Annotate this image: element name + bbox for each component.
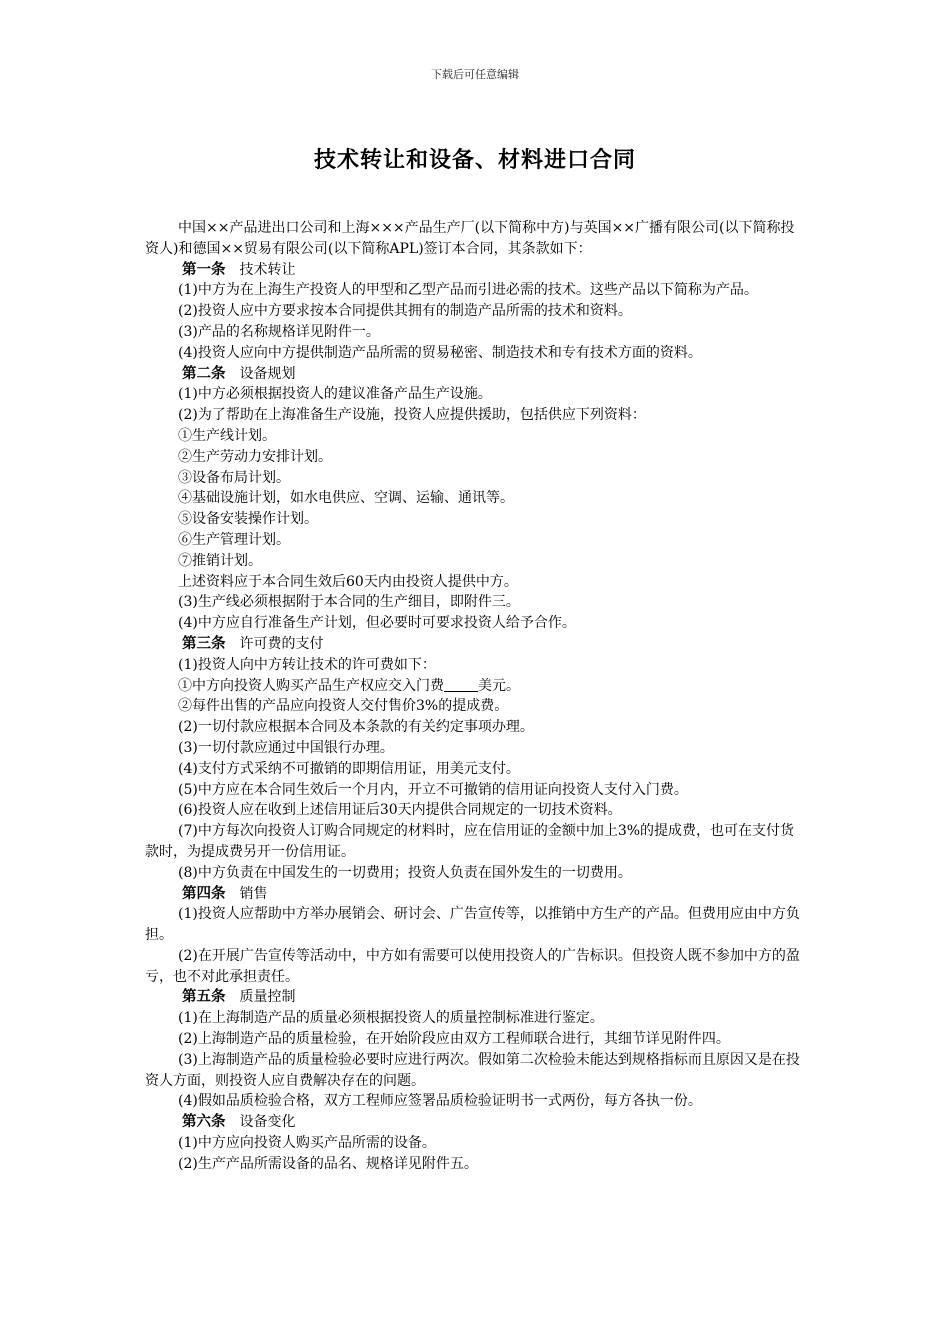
article-number: 第五条 <box>182 989 226 1006</box>
article-number: 第四条 <box>182 885 226 902</box>
article-heading <box>145 987 805 1008</box>
list-item: ②生产劳动力安排计划。 <box>178 448 332 465</box>
intro-paragraph: 中国××产品进出口公司和上海×××产品生产厂(以下简称中方)与英国××广播有限公司(以下简称投资人)和德国××贸易有限公司(以下简称APL)签订本合同，其条款如下： <box>145 220 795 257</box>
clause-paragraph: (8)中方负责在中国发生的一切费用；投资人负责在国外发生的一切费用。 <box>178 864 632 881</box>
article-title: 技术转让 <box>239 261 296 278</box>
list-item-text: ①中方向投资人购买产品生产权应交入门费 <box>178 677 444 694</box>
article-number: 第二条 <box>182 365 226 382</box>
clause-paragraph: (3)上海制造产品的质量检验必要时应进行两次。假如第二次检验未能达到规格指标而且原因又是在投资人方面，则投资人应自费解决存在的问题。 <box>145 1051 800 1089</box>
clause-paragraph: (1)中方应向投资人购买产品所需的设备。 <box>178 1135 436 1152</box>
list-item: 上述资料应于本合同生效后60天内由投资人提供中方。 <box>178 573 518 590</box>
document-body <box>145 218 805 1175</box>
clause-paragraph: (2)在开展广告宣传等活动中，中方如有需要可以使用投资人的广告标识。但投资人既不参加中方的盈亏，也不对此承担责任。 <box>145 947 800 985</box>
clause-paragraph: (4)假如品质检验合格，双方工程师应签署品质检验证明书一式两份，每方各执一份。 <box>178 1093 702 1110</box>
article-title: 设备变化 <box>239 1114 296 1131</box>
list-item: ⑥生产管理计划。 <box>178 531 290 548</box>
list-item: ①生产线计划。 <box>178 427 276 444</box>
clause-paragraph: (7)中方每次向投资人订购合同规定的材料时，应在信用证的金额中加上3%的提成费，也可在支付货款时，为提成费另开一份信用证。 <box>145 823 795 860</box>
page-header-note: 下载后可任意编辑 <box>431 68 519 81</box>
clause-paragraph: (1)投资人应帮助中方举办展销会、研讨会、广告宣传等，以推销中方生产的产品。但费用应由中方负担。 <box>145 906 800 944</box>
clause-paragraph: (3)一切付款应通过中国银行办理。 <box>178 739 394 756</box>
list-item: ⑤设备安装操作计划。 <box>178 511 318 528</box>
document-title: 技术转让和设备、材料进口合同 <box>313 148 636 173</box>
list-item: ②每件出售的产品应向投资人交付售价3%的提成费。 <box>178 698 509 715</box>
clause-paragraph: (3)产品的名称规格详见附件一。 <box>178 323 380 340</box>
article-title: 设备规划 <box>239 365 296 382</box>
clause-paragraph: (1)中方为在上海生产投资人的甲型和乙型产品而引进必需的技术。这些产品以下简称为产品。 <box>178 282 758 299</box>
article-heading <box>145 634 805 655</box>
article-heading <box>145 884 805 905</box>
list-item: ④基础设施计划，如水电供应、空调、运输、通讯等。 <box>178 490 514 507</box>
list-item: ③设备布局计划。 <box>178 469 290 486</box>
clause-paragraph: (3)生产线必须根据附于本合同的生产细目，即附件三。 <box>178 594 520 611</box>
clause-paragraph: (1)中方必须根据投资人的建议准备产品生产设施。 <box>178 386 492 403</box>
article-number: 第一条 <box>182 261 226 278</box>
clause-paragraph: (1)在上海制造产品的质量必须根据投资人的质量控制标准进行鉴定。 <box>178 1010 604 1027</box>
article-title: 许可费的支付 <box>239 635 324 652</box>
clause-paragraph: (4)中方应自行准备生产计划，但必要时可要求投资人给予合作。 <box>178 615 576 632</box>
list-item-with-blank <box>145 676 805 697</box>
clause-paragraph: (2)为了帮助在上海准备生产设施，投资人应提供援助，包括供应下列资料： <box>178 407 646 424</box>
list-item: ⑦推销计划。 <box>178 552 262 569</box>
clause-paragraph: (4)支付方式采纳不可撤销的即期信用证，用美元支付。 <box>178 760 520 777</box>
clause-paragraph: (2)投资人应中方要求按本合同提供其拥有的制造产品所需的技术和资料。 <box>178 303 632 320</box>
article-heading <box>145 364 805 385</box>
clause-paragraph: (2)生产产品所需设备的品名、规格详见附件五。 <box>178 1155 478 1172</box>
list-item-text: 美元。 <box>478 677 520 694</box>
clause-paragraph: (5)中方应在本合同生效后一个月内，开立不可撤销的信用证向投资人支付入门费。 <box>178 781 688 798</box>
article-heading <box>145 1112 805 1133</box>
clause-paragraph: (2)上海制造产品的质量检验，在开始阶段应由双方工程师联合进行，其细节详见附件四。 <box>178 1031 730 1048</box>
article-number: 第六条 <box>182 1114 226 1131</box>
article-heading <box>145 260 805 281</box>
article-title: 销售 <box>239 885 268 902</box>
fill-in-blank <box>444 677 478 692</box>
clause-paragraph: (4)投资人应向中方提供制造产品所需的贸易秘密、制造技术和专有技术方面的资料。 <box>178 344 702 361</box>
clause-paragraph: (6)投资人应在收到上述信用证后30天内提供合同规定的一切技术资料。 <box>178 802 622 819</box>
article-title: 质量控制 <box>239 989 296 1006</box>
article-number: 第三条 <box>182 635 226 652</box>
clause-paragraph: (2)一切付款应根据本合同及本条款的有关约定事项办理。 <box>178 719 534 736</box>
clause-paragraph: (1)投资人向中方转让技术的许可费如下： <box>178 656 436 673</box>
